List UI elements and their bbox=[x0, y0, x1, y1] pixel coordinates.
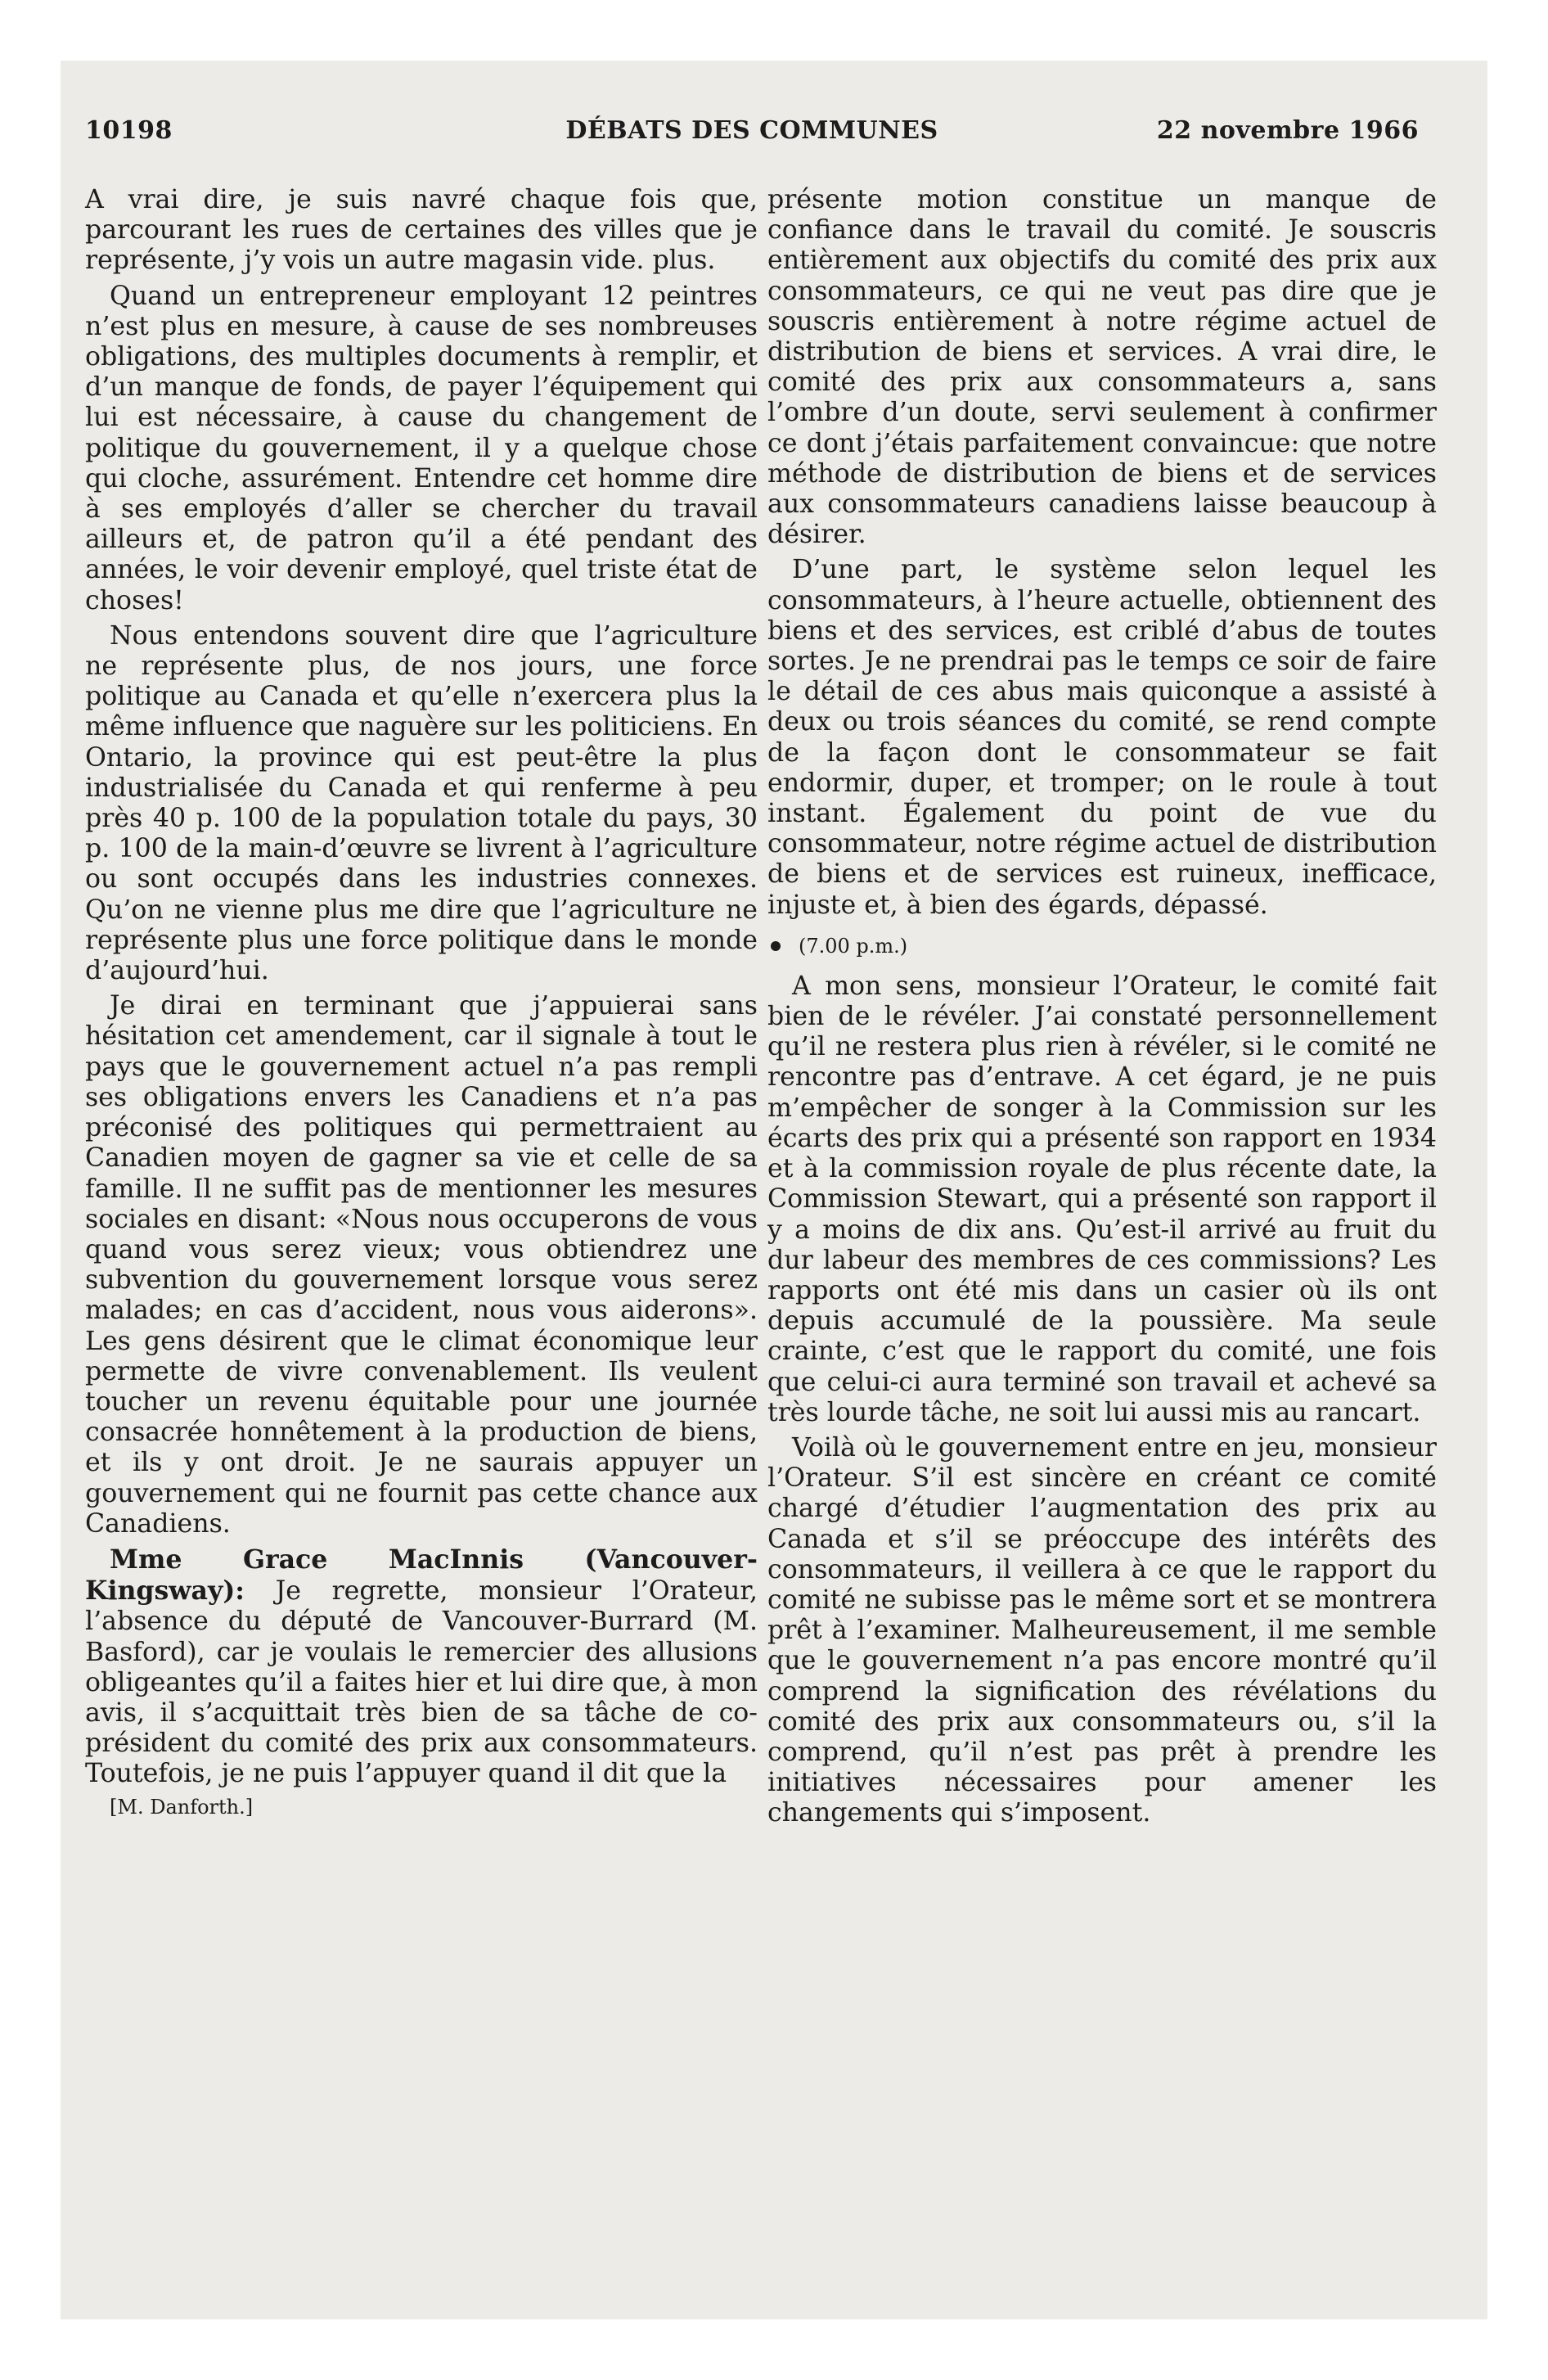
paragraph: A vrai dire, je suis navré chaque fois que, parcourant les rues de certaines des villes que je représente, j’y vois un autre magasin vide. plus. bbox=[85, 185, 758, 276]
paragraph: Quand un entrepreneur employant 12 peintres n’est plus en mesure, à cause de ses nombreuses obligations, des multiples documents à remplir, et d’un manque de fonds, de payer l’équipement qui lui est nécessaire, à cause du changement de politique du gouvernement, il y a quelque chose qui cloche, assurément. Entendre cet homme dire à ses employés d’aller se chercher du travail ailleurs et, de patron qu’il a été pendant des années, le voir devenir employé, quel triste état de choses! bbox=[85, 281, 758, 615]
time-marker bbox=[767, 934, 1437, 958]
bullet-icon bbox=[771, 941, 781, 951]
right-column bbox=[767, 185, 1437, 1834]
speaker-paragraph bbox=[85, 1544, 758, 1790]
page-header bbox=[85, 116, 1419, 152]
speaker-name: Mme Grace MacInnis (Vancouver-Kingsway): bbox=[85, 1544, 758, 1607]
left-column bbox=[85, 185, 758, 1824]
paragraph: A mon sens, monsieur l’Orateur, le comité fait bien de le révéler. J’ai constaté personnellement qu’il ne restera plus rien à révéler, si le comité ne rencontre pas d’entrave. A cet égard, je ne puis m’empêcher de songer à la Commission sur les écarts des prix qui a présenté son rapport en 1934 et à la commission royale de plus récente date, la Commission Stewart, qui a présenté son rapport il y a moins de dix ans. Qu’est-il arrivé au fruit du dur labeur des membres de ces commissions? Les rapports ont été mis dans un casier où ils ont depuis accumulé de la poussière. Ma seule crainte, c’est que le rapport du comité, une fois que celui-ci aura terminé son travail et achevé sa très lourde tâche, ne soit lui aussi mis au rancart. bbox=[767, 971, 1437, 1427]
time-marker-text: (7.00 p.m.) bbox=[799, 934, 908, 958]
paragraph: présente motion constitue un manque de confiance dans le travail du comité. Je souscris entièrement aux objectifs du comité des prix aux consommateurs, ce qui ne veut pas dire que je souscris entièrement à notre régime actuel de distribution de biens et services. A vrai dire, le comité des prix aux consommateurs a, sans l’ombre d’un doute, servi seulement à confirmer ce dont j’étais parfaitement convaincue: que notre méthode de distribution de biens et de services aux consommateurs canadiens laisse beaucoup à désirer. bbox=[767, 185, 1437, 550]
page-date: 22 novembre 1966 bbox=[1156, 116, 1419, 145]
paragraph: Voilà où le gouvernement entre en jeu, monsieur l’Orateur. S’il est sincère en créant ce comité chargé d’étudier l’augmentation des prix au Canada et s’il se préoccupe des intérêts des consommateurs, il veillera à ce que le rapport du comité ne subisse pas le même sort et se montrera prêt à l’examiner. Malheureusement, il me semble que le gouvernement n’a pas encore montré qu’il comprend la signification des révélations du comité des prix aux consommateurs ou, s’il la comprend, qu’il n’est pas prêt à prendre les initiatives nécessaires pour amener les changements qui s’imposent. bbox=[767, 1432, 1437, 1828]
paragraph: Je dirai en terminant que j’appuierai sans hésitation cet amendement, car il signale à tout le pays que le gouvernement actuel n’a pas rempli ses obligations envers les Canadiens et n’a pas préconisé des politiques qui permettraient au Canadien moyen de gagner sa vie et celle de sa famille. Il ne suffit pas de mentionner les mesures sociales en disant: «Nous nous occuperons de vous quand vous serez vieux; vous obtiendrez une subvention du gouvernement lorsque vous serez malades; en cas d’accident, nous vous aiderons». Les gens désirent que le climat économique leur permette de vivre convenablement. Ils veulent toucher un revenu équitable pour une journée consacrée honnêtement à la production de biens, et ils y ont droit. Je ne saurais appuyer un gouvernement qui ne fournit pas cette chance aux Canadiens. bbox=[85, 991, 758, 1539]
running-title: DÉBATS DES COMMUNES bbox=[565, 116, 938, 145]
speech-text: Je regrette, monsieur l’Orateur, l’absence du député de Vancouver-Burrard (M. Basford), car je voulais le remercier des allusions obligeantes qu’il a faites hier et lui dire que, à mon avis, il s’acquittait très bien de sa tâche de co-président du comité des prix aux consommateurs. Toutefois, je ne puis l’appuyer quand il dit que la bbox=[85, 1576, 758, 1789]
paragraph: Nous entendons souvent dire que l’agriculture ne représente plus, de nos jours, une force politique au Canada et qu’elle n’exercera plus la même influence que naguère sur les politiciens. En Ontario, la province qui est peut-être la plus industrialisée du Canada et qui renferme à peu près 40 p. 100 de la population totale du pays, 30 p. 100 de la main-d’œuvre se livrent à l’agriculture ou sont occupés dans les industries connexes. Qu’on ne vienne plus me dire que l’agriculture ne représente plus une force politique dans le monde d’aujourd’hui. bbox=[85, 620, 758, 986]
page-number: 10198 bbox=[85, 116, 173, 145]
paragraph: D’une part, le système selon lequel les consommateurs, à l’heure actuelle, obtiennent des biens et des services, est criblé d’abus de toutes sortes. Je ne prendrai pas le temps ce soir de faire le détail de ces abus mais quiconque a assisté à deux ou trois séances du comité, se rend compte de la façon dont le consommateur se fait endormir, duper, et tromper; on le roule à tout instant. Également du point de vue du consommateur, notre régime actuel de distribution de biens et de services est ruineux, inefficace, injuste et, à bien des égards, dépassé. bbox=[767, 555, 1437, 920]
attribution: [M. Danforth.] bbox=[110, 1795, 254, 1819]
